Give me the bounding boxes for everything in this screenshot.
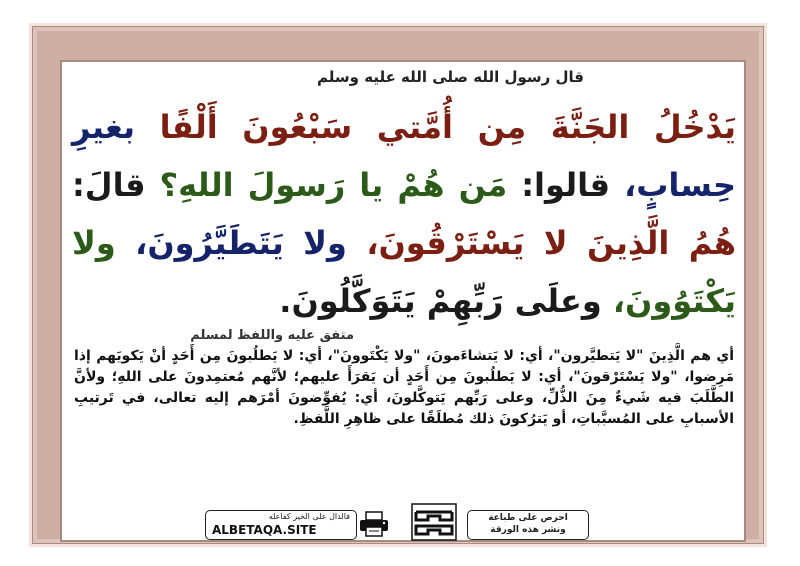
- hadith-part: حِسابٍ،: [624, 166, 737, 204]
- hadith-part: قالوا:: [521, 166, 611, 204]
- hadith-part: ولا يَتَطَيَّرُونَ،: [135, 224, 347, 262]
- hadith-source: متفق عليه واللفظ لمسلم: [190, 328, 354, 343]
- print-prompt-box: [467, 510, 589, 540]
- hadith-part: ولا يَكْتَوُونَ،: [72, 224, 736, 320]
- footer-tagline: فالدال على الخير كفاعله: [268, 512, 350, 521]
- hadith-part: يَدْخُلُ الجَنَّةَ مِن أُمَّتي سَبْعُونَ أَلْفًا: [159, 108, 737, 146]
- hadith-part: مَن هُمْ يا رَسولَ اللهِ؟: [159, 166, 508, 204]
- hadith-part: بغيرِ: [72, 108, 136, 146]
- hadith-part: قالَ:: [72, 166, 146, 204]
- hadith-intro: قال رسول الله صلى الله عليه وسلم: [317, 68, 584, 86]
- footer: [205, 510, 590, 540]
- website-link[interactable]: ALBETAQA.SITE: [212, 523, 317, 537]
- hadith-text: [72, 98, 736, 330]
- print-prompt-line: احرص على طباعة: [488, 513, 568, 523]
- website-box[interactable]: [205, 510, 357, 540]
- content-panel: [60, 60, 746, 542]
- hadith-part: هُمُ الَّذِينَ لا يَسْتَرْقُونَ،: [366, 224, 737, 262]
- hadith-part: وعلَى رَبِّهِمْ يَتَوَكَّلُونَ.: [279, 282, 602, 320]
- logo-icon: [410, 502, 458, 542]
- print-prompt-line: ونشر هذه الورقة: [490, 525, 566, 535]
- explanation-text: أي هم الَّذِينَ "لا يَتطيَّرون"، أي: لا يَتشاءَمونَ، "ولا يَكْتَوونَ"، أي: لا يَطلُبونَ مِن أَحَدٍ أنْ يَكويَهم إذا مَرِضوا، "ولا يَسْتَرْقونَ"، أي: لا يَطلُبونَ مِن أَحَدٍ أن يَقرَأَ عليهم؛ لأنَّهم مُعتمِدونَ على اللهِ؛ ولأنَّ الطَّلَبَ فيه شَيءٌ مِنَ الذُّلِّ، وعلى رَبِّهم يَتوكَّلونَ، أي: يُفوِّضونَ أمْرَهم إليه تعالى، في تَرتيبِ الأسبابِ على المُسبَّباتِ، أو يَترُكونَ ذلك مُطلَقًا على ظاهِرِ اللَّفظِ.: [74, 348, 734, 427]
- printer-icon: [357, 510, 391, 538]
